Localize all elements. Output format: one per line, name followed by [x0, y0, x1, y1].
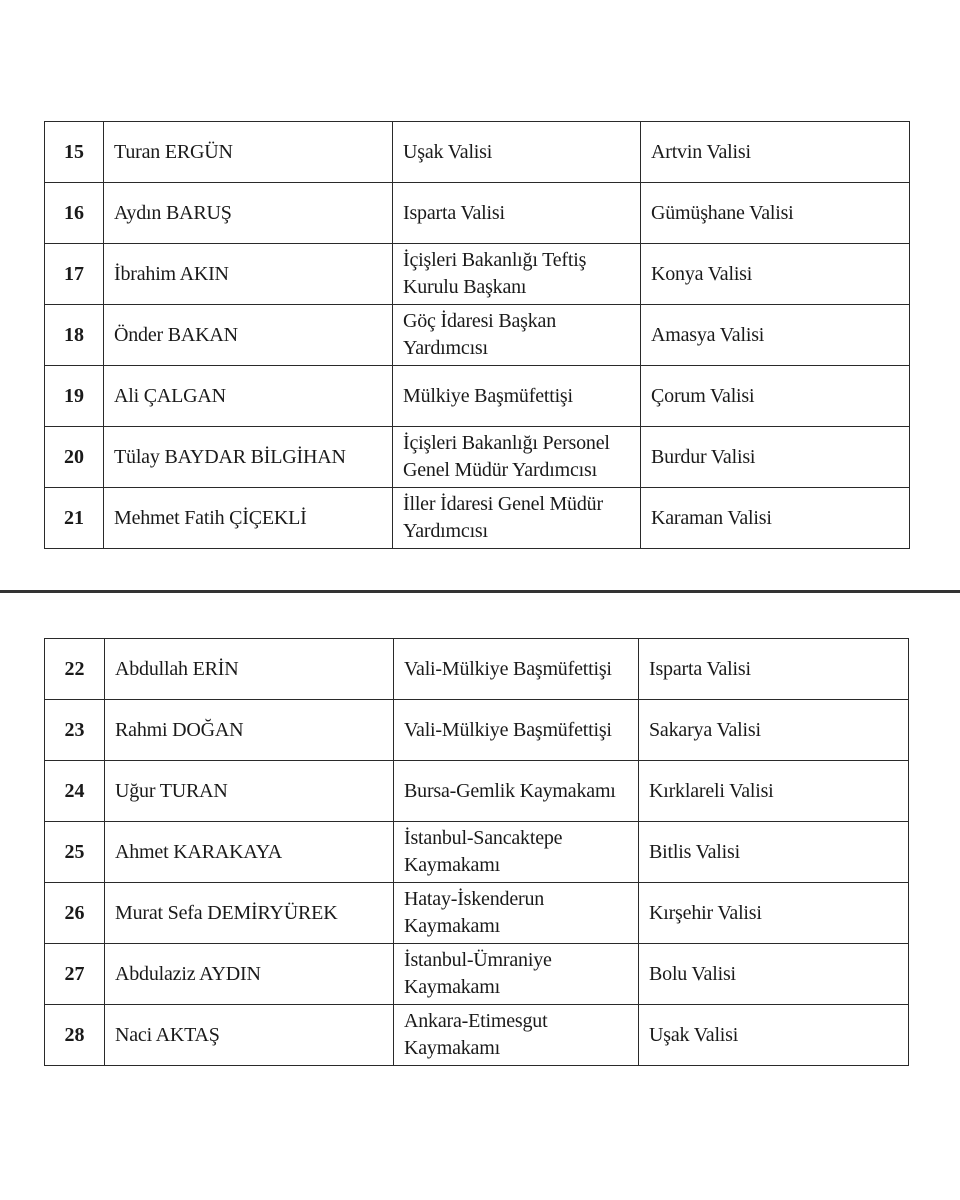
new-position: Artvin Valisi: [641, 122, 910, 183]
table-row: [45, 639, 909, 700]
previous-position-line: İstanbul-Sancaktepe: [404, 827, 563, 849]
row-number: 18: [45, 305, 104, 366]
previous-position-line: Kaymakamı: [404, 976, 500, 998]
table-body: [45, 122, 910, 549]
row-number: 20: [45, 427, 104, 488]
row-number: 15: [45, 122, 104, 183]
row-number: 21: [45, 488, 104, 549]
previous-position: [393, 366, 641, 427]
person-name: İbrahim AKIN: [104, 244, 393, 305]
previous-position-line: Kaymakamı: [404, 1037, 500, 1059]
previous-position: [394, 944, 639, 1005]
new-position: Kırklareli Valisi: [639, 761, 909, 822]
row-number: 26: [45, 883, 105, 944]
person-name: Önder BAKAN: [104, 305, 393, 366]
person-name: Turan ERGÜN: [104, 122, 393, 183]
previous-position-line: Kaymakamı: [404, 854, 500, 876]
row-number: 16: [45, 183, 104, 244]
new-position: Burdur Valisi: [641, 427, 910, 488]
previous-position-line: Uşak Valisi: [403, 140, 493, 163]
person-name: Aydın BARUŞ: [104, 183, 393, 244]
previous-position: [394, 822, 639, 883]
previous-position: [394, 883, 639, 944]
previous-position-line: Kaymakamı: [404, 915, 500, 937]
person-name: Ali ÇALGAN: [104, 366, 393, 427]
previous-position-line: Mülkiye Başmüfettişi: [403, 384, 573, 407]
person-name: Abdulaziz AYDIN: [105, 944, 394, 1005]
previous-position: [393, 488, 641, 549]
row-number: 17: [45, 244, 104, 305]
row-number: 28: [45, 1005, 105, 1066]
appointments-table-bottom: [44, 638, 909, 1066]
person-name: Mehmet Fatih ÇİÇEKLİ: [104, 488, 393, 549]
table-row: [45, 883, 909, 944]
previous-position: [393, 305, 641, 366]
person-name: Uğur TURAN: [105, 761, 394, 822]
person-name: Ahmet KARAKAYA: [105, 822, 394, 883]
previous-position: [393, 427, 641, 488]
previous-position-line: Vali-Mülkiye Başmüfettişi: [404, 657, 612, 680]
new-position: Uşak Valisi: [639, 1005, 909, 1066]
previous-position-line: Yardımcısı: [403, 520, 488, 542]
person-name: Tülay BAYDAR BİLGİHAN: [104, 427, 393, 488]
table-row: [45, 488, 910, 549]
appointments-table-top: [44, 121, 910, 549]
row-number: 19: [45, 366, 104, 427]
person-name: Murat Sefa DEMİRYÜREK: [105, 883, 394, 944]
row-number: 22: [45, 639, 105, 700]
previous-position-line: İçişleri Bakanlığı Teftiş: [403, 249, 587, 271]
previous-position: [394, 639, 639, 700]
new-position: Sakarya Valisi: [639, 700, 909, 761]
row-number: 27: [45, 944, 105, 1005]
table-row: [45, 122, 910, 183]
new-position: Amasya Valisi: [641, 305, 910, 366]
previous-position: [394, 1005, 639, 1066]
previous-position-line: Vali-Mülkiye Başmüfettişi: [404, 718, 612, 741]
new-position: Isparta Valisi: [639, 639, 909, 700]
table-row: [45, 761, 909, 822]
previous-position: [393, 183, 641, 244]
table-row: [45, 244, 910, 305]
previous-position-line: Isparta Valisi: [403, 201, 505, 224]
new-position: Konya Valisi: [641, 244, 910, 305]
row-number: 24: [45, 761, 105, 822]
previous-position-line: İstanbul-Ümraniye: [404, 949, 552, 971]
previous-position-line: İçişleri Bakanlığı Personel: [403, 432, 610, 454]
new-position: Bolu Valisi: [639, 944, 909, 1005]
previous-position: [393, 244, 641, 305]
person-name: Abdullah ERİN: [105, 639, 394, 700]
person-name: Naci AKTAŞ: [105, 1005, 394, 1066]
previous-position-line: Kurulu Başkanı: [403, 276, 527, 298]
previous-position-line: Bursa-Gemlik Kaymakamı: [404, 779, 616, 802]
previous-position-line: Ankara-Etimesgut: [404, 1010, 548, 1032]
previous-position: [393, 122, 641, 183]
previous-position-line: İller İdaresi Genel Müdür: [403, 493, 603, 515]
previous-position: [394, 761, 639, 822]
page-separator: [0, 590, 960, 593]
previous-position-line: Hatay-İskenderun: [404, 888, 545, 910]
table-row: [45, 366, 910, 427]
table-row: [45, 305, 910, 366]
previous-position: [394, 700, 639, 761]
table-row: [45, 1005, 909, 1066]
new-position: Çorum Valisi: [641, 366, 910, 427]
new-position: Gümüşhane Valisi: [641, 183, 910, 244]
table-body: [45, 639, 909, 1066]
table-row: [45, 944, 909, 1005]
previous-position-line: Yardımcısı: [403, 337, 488, 359]
new-position: Karaman Valisi: [641, 488, 910, 549]
previous-position-line: Genel Müdür Yardımcısı: [403, 459, 597, 481]
new-position: Bitlis Valisi: [639, 822, 909, 883]
person-name: Rahmi DOĞAN: [105, 700, 394, 761]
new-position: Kırşehir Valisi: [639, 883, 909, 944]
row-number: 23: [45, 700, 105, 761]
table-row: [45, 427, 910, 488]
table-row: [45, 700, 909, 761]
row-number: 25: [45, 822, 105, 883]
table-row: [45, 183, 910, 244]
previous-position-line: Göç İdaresi Başkan: [403, 310, 557, 332]
table-row: [45, 822, 909, 883]
